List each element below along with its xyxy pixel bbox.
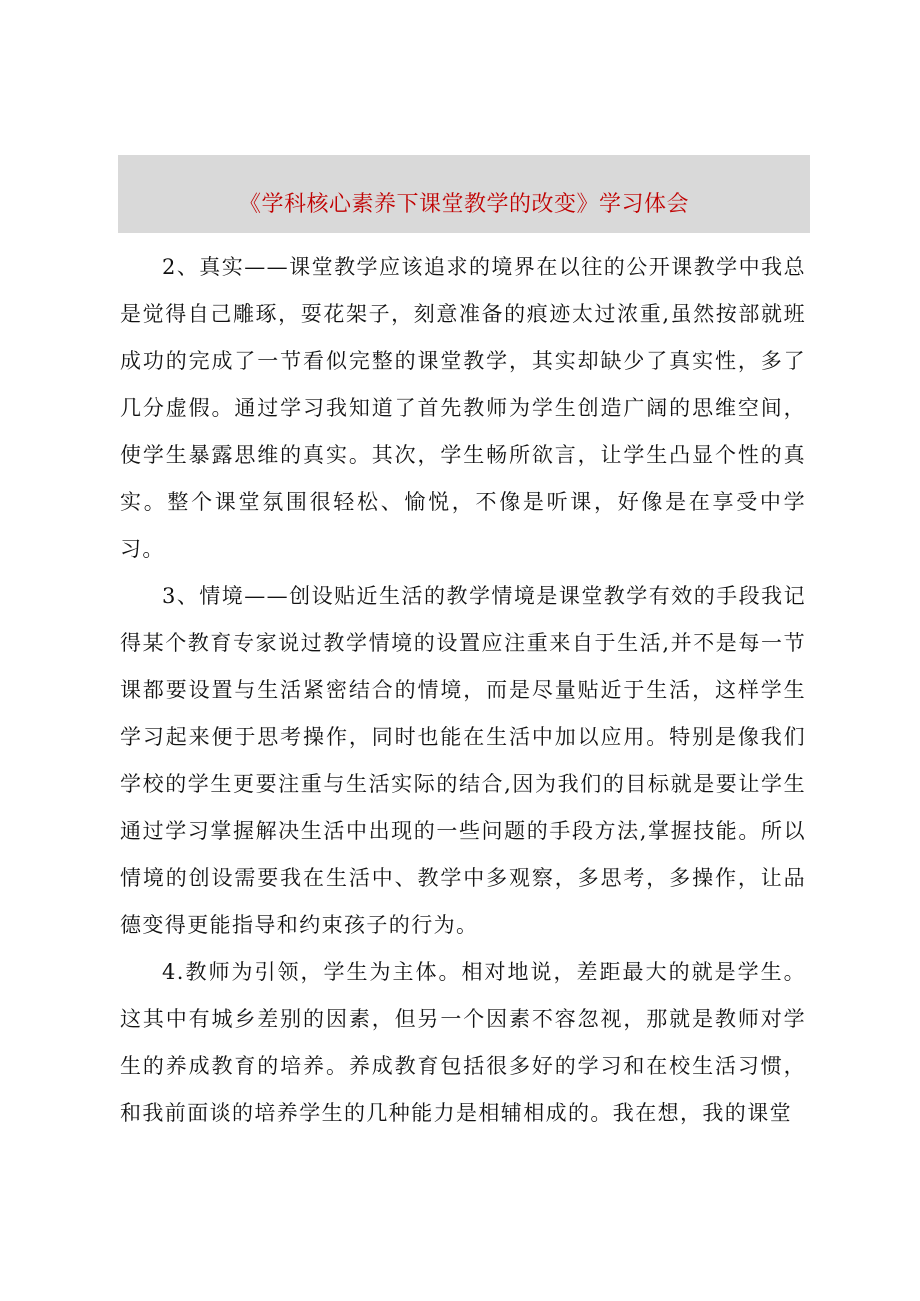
- paragraph-2: 2、真实——课堂教学应该追求的境界在以往的公开课教学中我总是觉得自己雕琢，耍花架子，刻意准备的痕迹太过浓重,虽然按部就班成功的完成了一节看似完整的课堂教学，其实却缺少了真实性，多了几分虚假。通过学习我知道了首先教师为学生创造广阔的思维空间，使学生暴露思维的真实。其次，学生畅所欲言，让学生凸显个性的真实。整个课堂氛围很轻松、愉悦，不像是听课，好像是在享受中学习。: [120, 255, 806, 561]
- paragraph-4: 4.教师为引领，学生为主体。相对地说，差距最大的就是学生。这其中有城乡差别的因素，但另一个因素不容忽视，那就是教师对学生的养成教育的培养。养成教育包括很多好的学习和在校生活习惯，和我前面谈的培养学生的几种能力是相辅相成的。我在想，我的课堂: [120, 960, 806, 1125]
- document-title: 《学科核心素养下课堂教学的改变》学习体会: [238, 191, 689, 217]
- title-banner: [118, 155, 810, 233]
- document-body: [120, 244, 806, 1137]
- paragraph-3: 3、情境——创设贴近生活的教学情境是课堂教学有效的手段我记得某个教育专家说过教学情境的设置应注重来自于生活,并不是每一节课都要设置与生活紧密结合的情境，而是尽量贴近于生活，这样学生学习起来便于思考操作，同时也能在生活中加以应用。特别是像我们学校的学生更要注重与生活实际的结合,因为我们的目标就是要让学生通过学习掌握解决生活中出现的一些问题的手段方法,掌握技能。所以情境的创设需要我在生活中、教学中多观察，多思考，多操作，让品德变得更能指导和约束孩子的行为。: [120, 584, 806, 937]
